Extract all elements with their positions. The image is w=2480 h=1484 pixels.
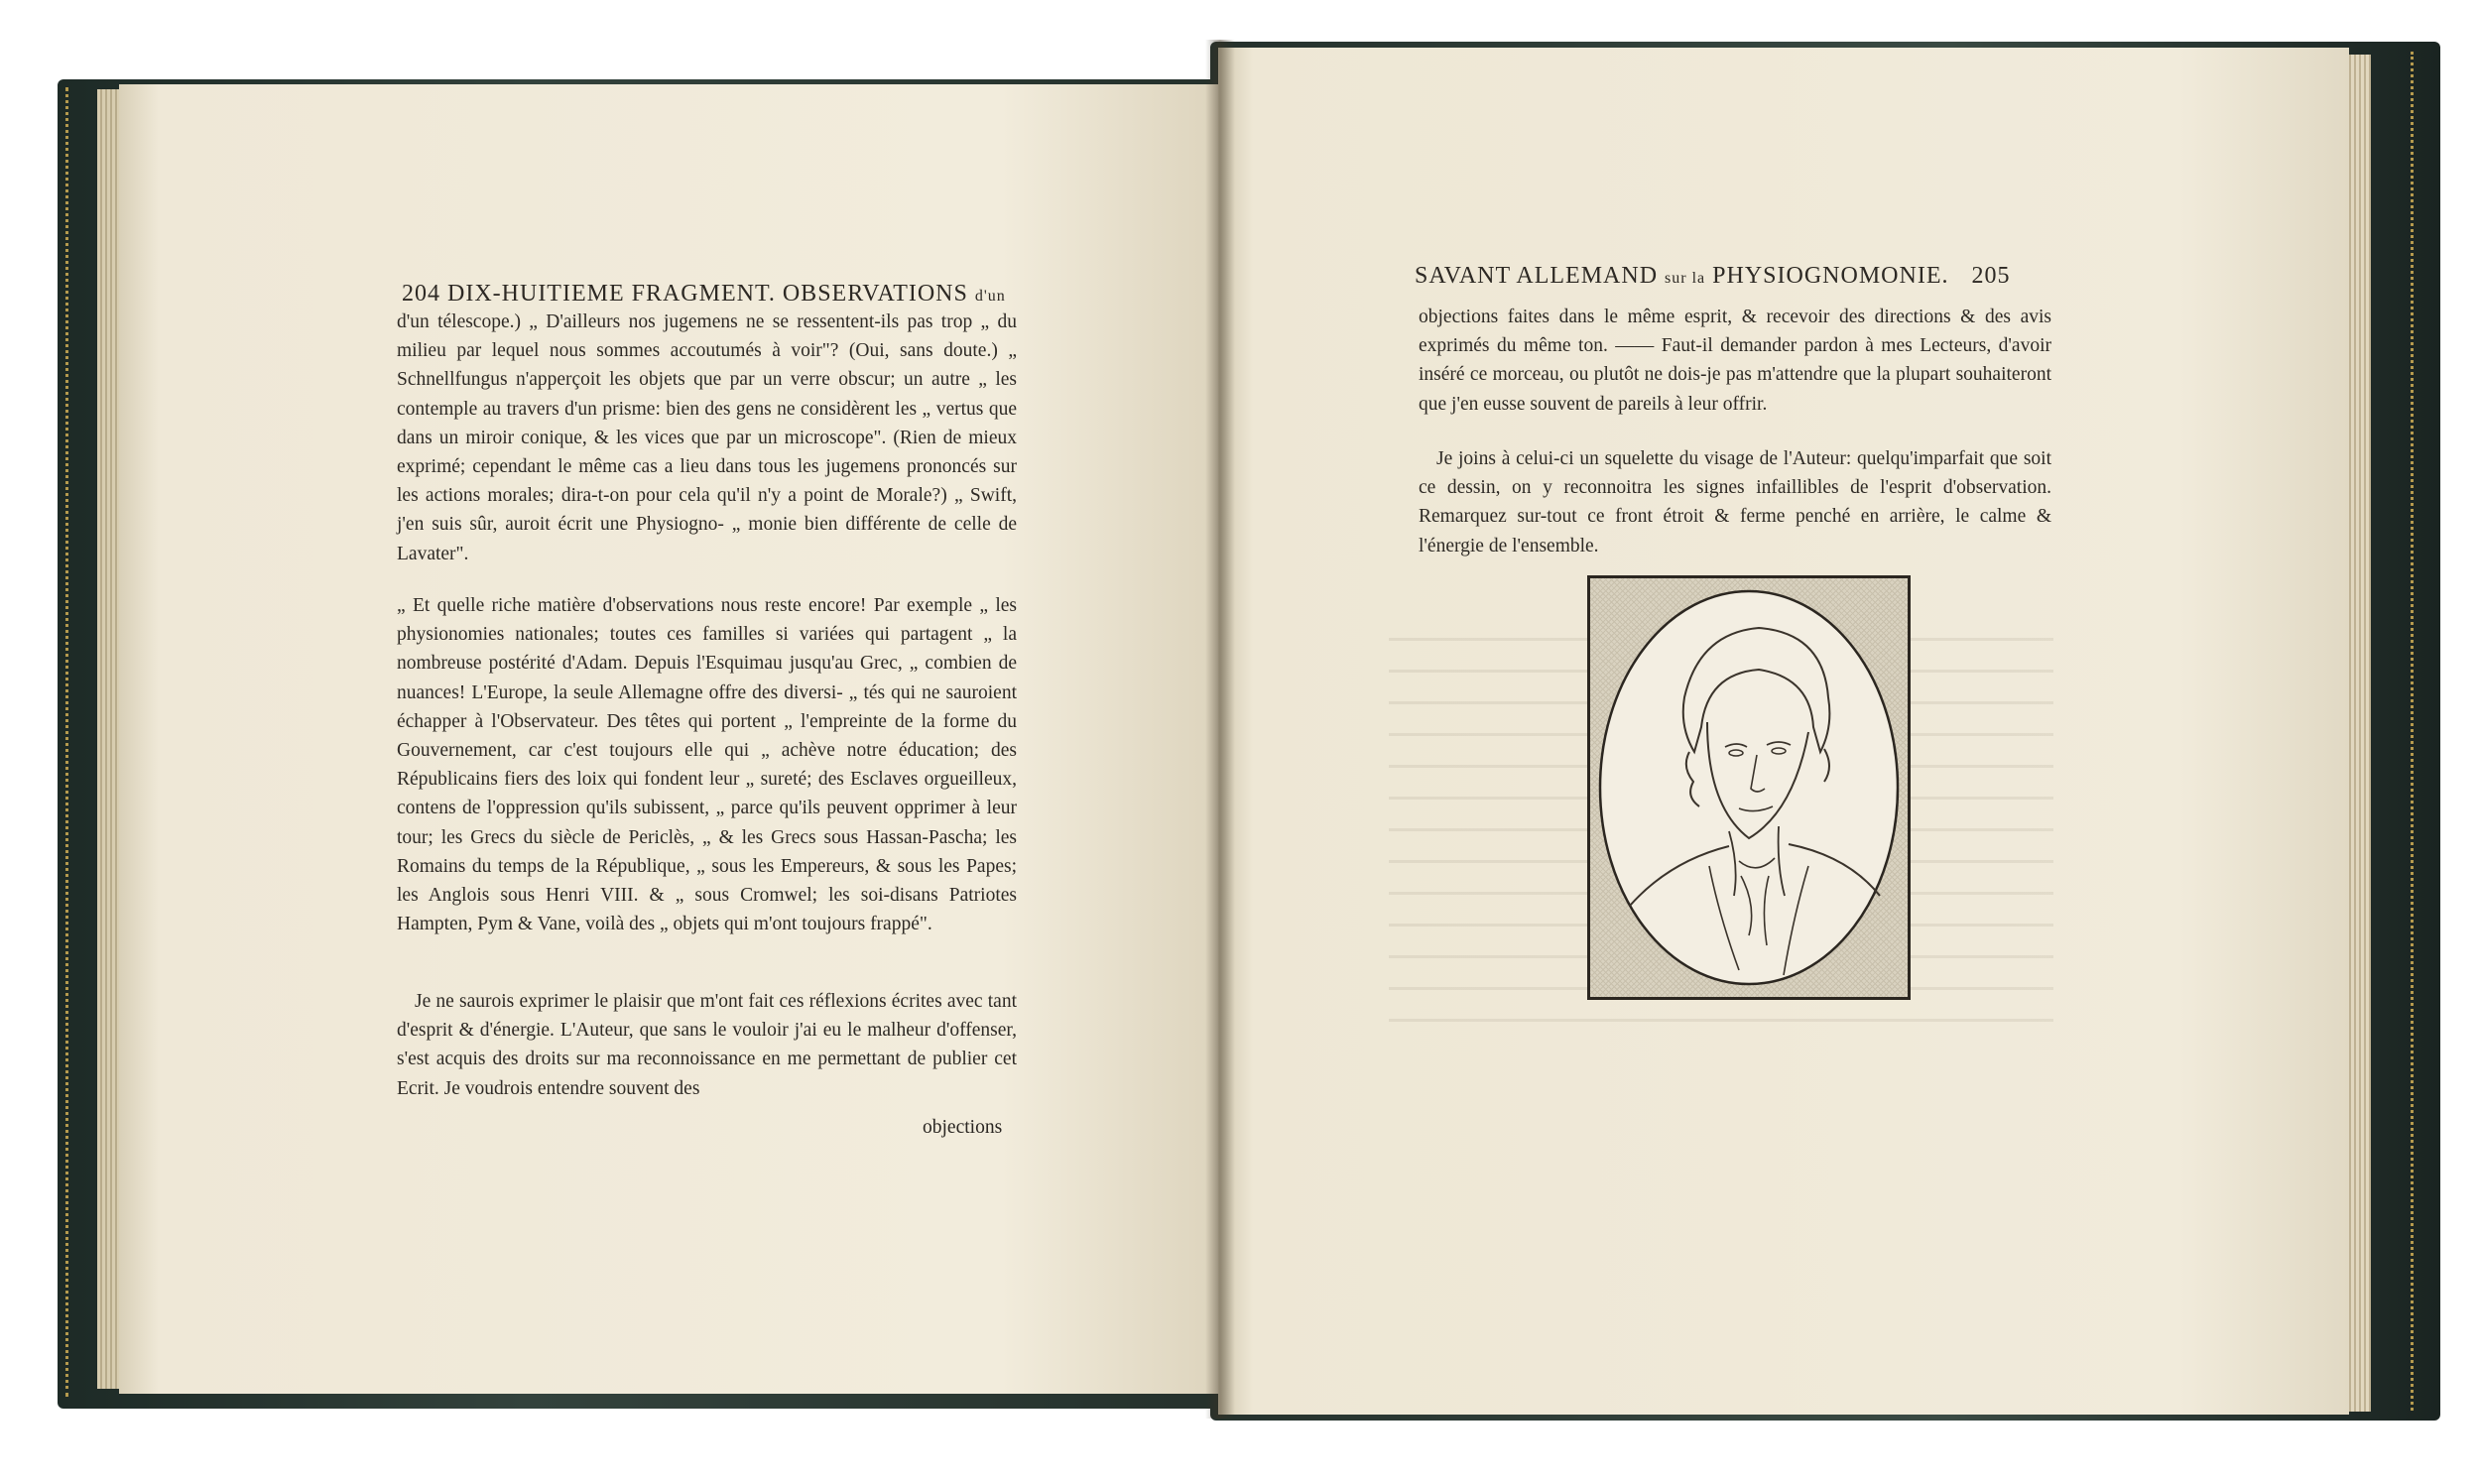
left-header-small: d'un <box>974 288 1006 305</box>
right-paragraph-1-text: objections faites dans le même esprit, & recevoir des directions & des avis exprimés du même ton. —— Faut-il demander pardon à mes Lecteurs, d'avoir inséré ce morceau, ou plutôt ne dois-je pas m'attendre que la plupart souhaiteront que j'en eusse souvent de pareils à leur offrir. <box>1419 307 2051 415</box>
left-page-number: 204 <box>402 281 440 307</box>
portrait-engraving <box>1587 575 1911 1000</box>
right-paragraph-1 <box>1419 303 2051 419</box>
left-paragraph-3 <box>397 987 1017 1103</box>
left-running-header <box>402 281 1006 308</box>
left-paragraph-3-text: Je ne saurois exprimer le plaisir que m'ont fait ces réflexions écrites avec tant d'esprit & d'énergie. L'Auteur, que sans le vouloir j'ai eu le malheur d'offenser, s'est acquis des droits sur ma reconnoissance en me permettant de publier cet Ecrit. Je voudrois entendre souvent des <box>397 991 1017 1099</box>
right-paragraph-2-text: Je joins à celui-ci un squelette du visage de l'Auteur: quelqu'imparfait que soit ce dessin, on y reconnoitra les signes infaillibles de l'esprit d'observation. Remarquez sur-tout ce front étroit & ferme penché en arrière, le calme & l'énergie de l'ensemble. <box>1419 448 2051 556</box>
left-paragraph-1-text: d'un télescope.) „ D'ailleurs nos jugemens ne se ressentent-ils pas trop „ du milieu par lequel nous sommes accoutumés à voir"? (Oui, sans doute.) „ Schnellfungus n'apperçoit les objets que par un verre obscur; un autre „ les contemple au travers d'un prisme: bien des gens ne considèrent les „ vertus que dans un miroir conique, & les vices que par un microscope". (Rien de mieux exprimé; cependant le même cas a lieu dans tous les jugemens prononcés sur les actions morales; dira-t-on pour cela qu'il n'y a point de Morale?) „ Swift, j'en suis sûr, auroit écrit une Physiogno- „ monie bien différente de celle de Lavater". <box>397 311 1017 564</box>
left-header-title: DIX-HUITIEME FRAGMENT. OBSERVATIONS <box>447 281 968 307</box>
catchword: objections <box>923 1117 1003 1138</box>
right-header-part1: SAVANT ALLEMAND <box>1415 263 1659 289</box>
right-running-header <box>1415 263 2011 290</box>
right-header-small: sur la <box>1665 270 1706 287</box>
left-paragraph-1 <box>397 308 1017 568</box>
portrait-drawing <box>1590 578 1908 997</box>
right-paragraph-2 <box>1419 444 2051 560</box>
left-paragraph-2 <box>397 591 1017 938</box>
right-page-number: 205 <box>1971 263 2011 289</box>
gilt-tooling-left <box>65 87 78 1397</box>
left-paragraph-2-text: „ Et quelle riche matière d'observations nous reste encore! Par exemple „ les physionomies nationales; toutes ces familles si variées qui partagent „ la nombreuse postérité d'Adam. Depuis l'Esquimau jusqu'au Grec, „ combien de nuances! L'Europe, la seule Allemagne offre des diversi- „ tés qui ne sauroient échapper à l'Observateur. Des têtes qui portent „ l'empreinte de la forme du Gouvernement, car c'est toujours elle qui „ achève notre éducation; des Républicains fiers des loix qui fondent leur „ sureté; des Esclaves orgueilleux, contens de l'oppression qu'ils subissent, „ parce qu'ils peuvent opprimer à leur tour; les Grecs du siècle de Periclès, „ & les Grecs sous Hassan-Pascha; les Romains du temps de la République, „ sous les Empereurs, & sous les Papes; les Anglois sous Henri VIII. & „ sous Cromwel; les soi-disans Patriotes Hampten, Pym & Vane, voilà des „ objets qui m'ont toujours frappé". <box>397 595 1017 935</box>
gilt-tooling-right <box>2401 52 2414 1411</box>
book-gutter <box>1205 40 1235 1419</box>
right-header-part2: PHYSIOGNOMONIE. <box>1712 263 1949 289</box>
